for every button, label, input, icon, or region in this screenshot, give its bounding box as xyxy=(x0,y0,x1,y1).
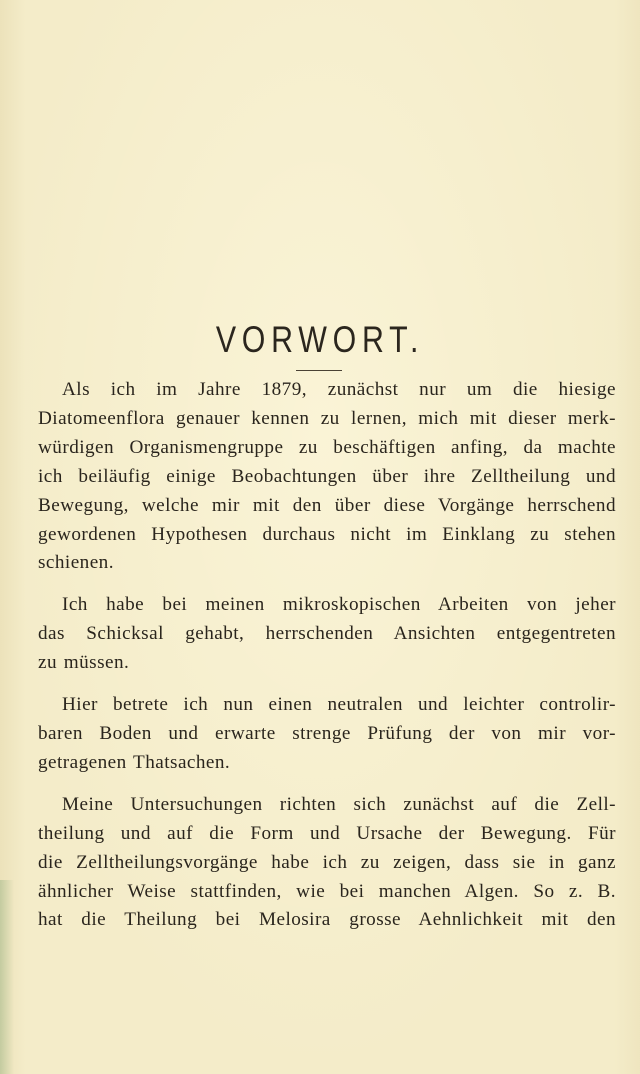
text-line: baren Boden und erwarte strenge Prüfung der von mir vor- xyxy=(38,722,616,744)
page-title: VORWORT. xyxy=(215,318,425,360)
text-line: ich beiläufig einige Beobachtungen über ihre Zelltheilung und xyxy=(38,465,616,487)
text-line: schienen. xyxy=(38,552,114,574)
text-line: zu müssen. xyxy=(38,652,130,674)
text-line: gewordenen Hypothesen durchaus nicht im Einklang zu stehen xyxy=(38,523,616,545)
text-line: das Schicksal gehabt, herrschenden Ansichten entgegentreten xyxy=(38,623,616,645)
text-line: Diatomeenflora genauer kennen zu lernen, mich mit dieser merk- xyxy=(38,407,616,429)
text-line: Hier betrete ich nun einen neutralen und leichter controlir- xyxy=(62,694,616,716)
body-text xyxy=(38,376,616,948)
text-line: die Zelltheilungsvorgänge habe ich zu zeigen, dass sie in ganz xyxy=(38,851,616,873)
text-line: getragenen Thatsachen. xyxy=(38,751,231,773)
text-line: Meine Untersuchungen richten sich zunächst auf die Zell- xyxy=(62,793,616,815)
text-line: Als ich im Jahre 1879, zunächst nur um die hiesige xyxy=(62,379,616,400)
paragraph-1 xyxy=(38,376,616,578)
text-line: würdigen Organismengruppe zu beschäftigen anfing, da machte xyxy=(38,436,616,458)
title-rule xyxy=(296,370,342,371)
paragraph-2 xyxy=(38,591,616,678)
paragraph-4 xyxy=(38,791,616,936)
text-line: theilung und auf die Form und Ursache der Bewegung. Für xyxy=(38,822,616,844)
text-line: hat die Theilung bei Melosira grosse Aehnlichkeit mit den xyxy=(38,909,616,931)
paragraph-3 xyxy=(38,691,616,778)
page-edge-stain xyxy=(0,880,14,1074)
text-line: ähnlicher Weise stattfinden, wie bei manchen Algen. So z. B. xyxy=(38,880,616,902)
text-line: Bewegung, welche mir mit den über diese Vorgänge herrschend xyxy=(38,494,616,516)
text-line: Ich habe bei meinen mikroskopischen Arbeiten von jeher xyxy=(62,594,616,616)
